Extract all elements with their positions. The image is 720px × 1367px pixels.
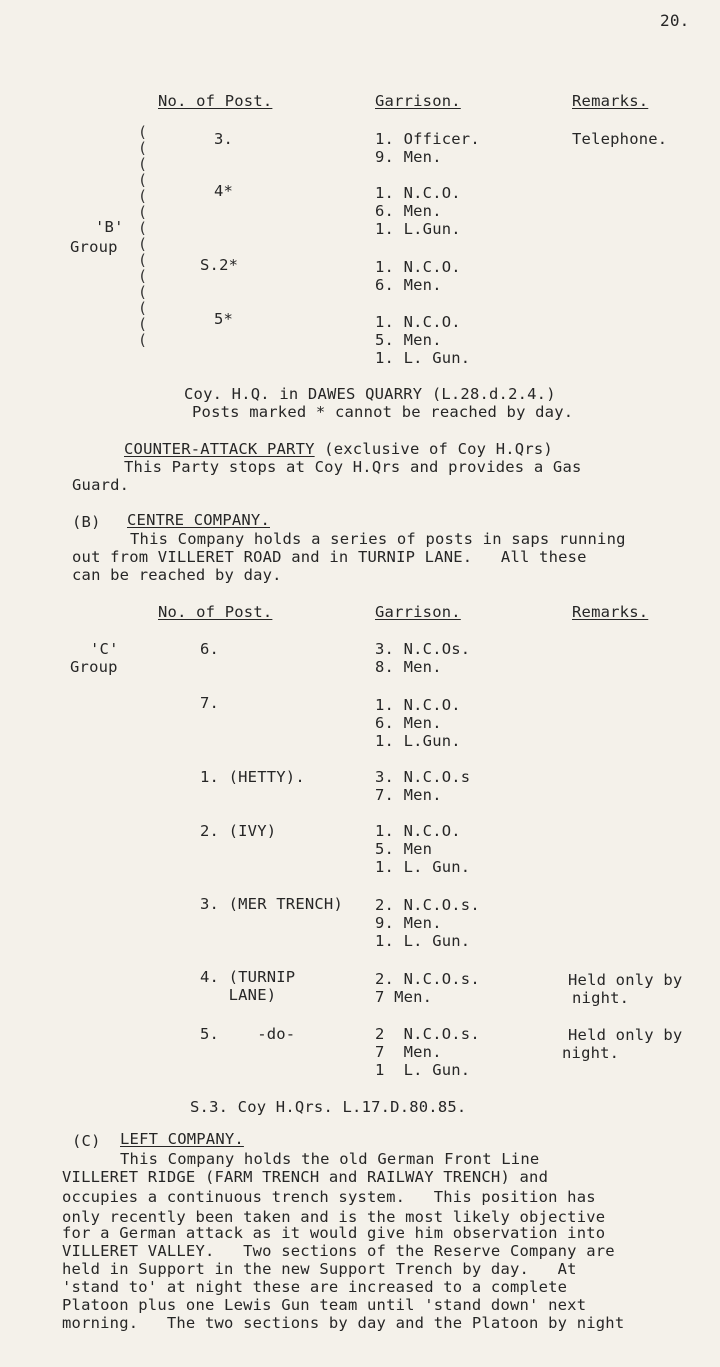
table2-garrison-line: 8. Men. [375,658,442,676]
paragraph-line: for a German attack as it would give him observation into [62,1224,606,1242]
table2-garrison-line: 1 L. Gun. [375,1061,471,1079]
table1-post: 3. [214,130,234,148]
paragraph-line: This Company holds the old German Front Line [120,1150,540,1168]
table1-post: S.2* [200,256,239,274]
table2-header-post: No. of Post. [158,603,273,621]
table2-header-garrison: Garrison. [375,603,461,621]
table2-garrison-line: 3. N.C.O.s [375,768,471,786]
paragraph-line: held in Support in the new Support Trench by day. At [62,1260,577,1278]
paragraph-line: out from VILLERET ROAD and in TURNIP LANE. All these [72,548,587,566]
table2-garrison-line: 3. N.C.Os. [375,640,471,658]
table2-garrison-line: 2. N.C.O.s. [375,896,480,914]
paragraph-line: only recently been taken and is the most likely objective [62,1208,606,1226]
table1-remarks: Telephone. [572,130,668,148]
paragraph-line: Guard. [72,476,130,494]
table2-header-remarks: Remarks. [572,603,649,621]
table2-group-label: 'C' [90,640,119,658]
table2-post: 7. [200,694,220,712]
table1-post: 4* [214,182,234,200]
page-number: 20. [660,11,690,30]
paragraph-line: This Company holds a series of posts in saps running [130,530,626,548]
hq-note: Coy. H.Q. in DAWES QUARRY (L.28.d.2.4.) [184,385,556,403]
table2-garrison-line: 5. Men [375,840,433,858]
table1-garrison-line: 1. Officer. [375,130,480,148]
table2-remarks: night. [572,989,630,1007]
table1-garrison-line: 9. Men. [375,148,442,166]
table2-garrison-line: 1. L.Gun. [375,732,461,750]
table2-garrison-line: 1. L. Gun. [375,858,471,876]
table1-header-post: No. of Post. [158,92,273,110]
paragraph-line: VILLERET RIDGE (FARM TRENCH and RAILWAY TRENCH) and [62,1168,549,1186]
table1-group-label-2: Group [70,238,118,256]
table1-garrison-line: 1. N.C.O. [375,258,461,276]
section-b-heading: CENTRE COMPANY. [127,511,270,529]
table1-header-remarks: Remarks. [572,92,649,110]
table2-garrison-line: 1. N.C.O. [375,822,461,840]
table2-garrison-line: 1. N.C.O. [375,696,461,714]
table2-post: 6. [200,640,220,658]
table2-group-label-2: Group [70,658,118,676]
table2-garrison-line: 7. Men. [375,786,442,804]
table1-post: 5* [214,310,234,328]
paragraph-line: This Party stops at Coy H.Qrs and provides a Gas [124,458,582,476]
table2-garrison-line: 9. Men. [375,914,442,932]
paragraph-line: can be reached by day. [72,566,282,584]
paragraph-line: Platoon plus one Lewis Gun team until 'stand down' next [62,1296,587,1314]
section-c-heading: LEFT COMPANY. [120,1130,244,1148]
table2-remarks: night. [562,1044,620,1062]
table2-garrison-line: 7 Men. [375,988,433,1006]
group-bracket: ( ( ( ( ( ( ( ( ( ( ( ( ( ( [138,123,148,349]
hq-note: S.3. Coy H.Qrs. L.17.D.80.85. [190,1098,467,1116]
paragraph-line: VILLERET VALLEY. Two sections of the Reserve Company are [62,1242,615,1260]
table2-garrison-line: 2 N.C.O.s. [375,1025,480,1043]
table2-garrison-line: 1. L. Gun. [375,932,471,950]
table2-remarks: Held only by [568,1026,683,1044]
table1-garrison-line: 1. L.Gun. [375,220,461,238]
table2-post: 4. (TURNIP [200,968,296,986]
paragraph-line: occupies a continuous trench system. This position has [62,1188,596,1206]
table2-remarks: Held only by [568,971,683,989]
table2-post: 5. -do- [200,1025,296,1043]
counter-attack-heading-rest: (exclusive of Coy H.Qrs) [314,440,553,458]
table2-post: LANE) [200,986,277,1004]
paragraph-line: morning. The two sections by day and the Platoon by night [62,1314,625,1332]
section-b-prefix: (B) [72,513,101,531]
table2-post: 1. (HETTY). [200,768,305,786]
table1-garrison-line: 6. Men. [375,276,442,294]
table1-garrison-line: 6. Men. [375,202,442,220]
table2-post: 2. (IVY) [200,822,277,840]
table2-garrison-line: 7 Men. [375,1043,442,1061]
table2-garrison-line: 6. Men. [375,714,442,732]
table1-garrison-line: 1. L. Gun. [375,349,471,367]
counter-attack-heading-line [124,440,553,458]
table1-garrison-line: 1. N.C.O. [375,184,461,202]
paragraph-line: 'stand to' at night these are increased to a complete [62,1278,568,1296]
table1-garrison-line: 1. N.C.O. [375,313,461,331]
table2-garrison-line: 2. N.C.O.s. [375,970,480,988]
section-c-prefix: (C) [72,1132,101,1150]
table1-group-label: 'B' [95,218,124,236]
table1-header-garrison: Garrison. [375,92,461,110]
counter-attack-heading: COUNTER-ATTACK PARTY [124,440,315,458]
table1-garrison-line: 5. Men. [375,331,442,349]
hq-note: Posts marked * cannot be reached by day. [192,403,574,421]
table2-post: 3. (MER TRENCH) [200,895,343,913]
